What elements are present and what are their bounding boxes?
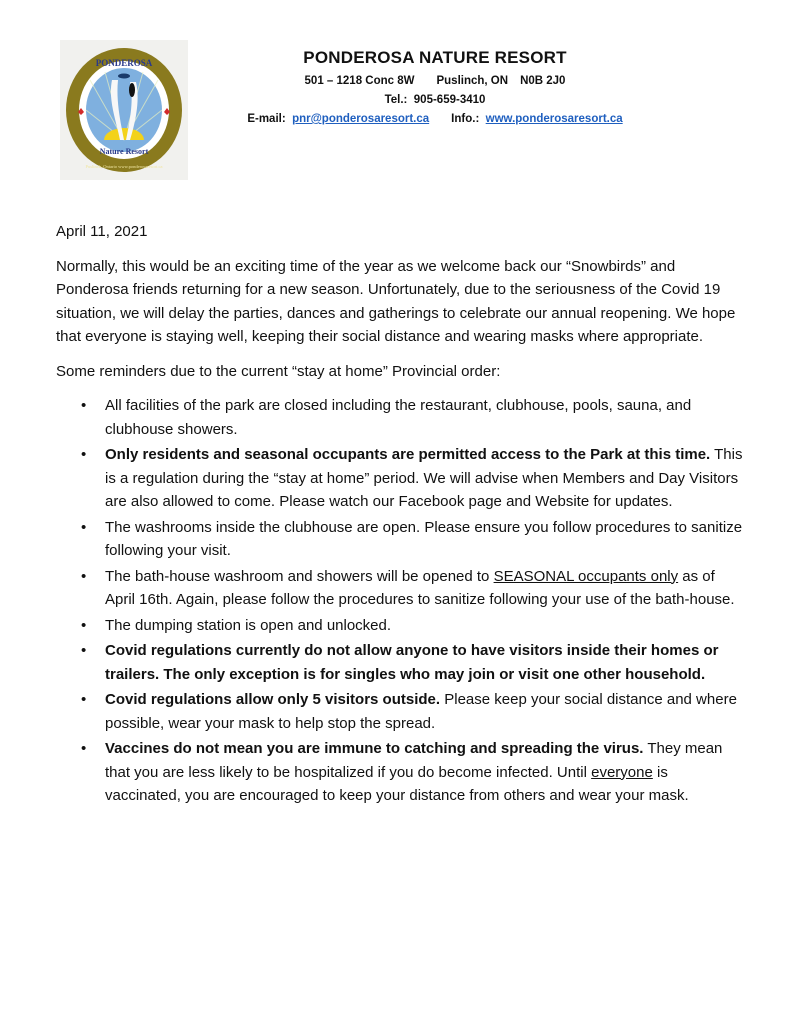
svg-text:PONDEROSA: PONDEROSA: [95, 58, 153, 68]
list-item: • The bath-house washroom and showers will be opened to SEASONAL occupants only as of April 16th. Again, please follow the procedures to sanitize following your use of the bath-house.: [105, 565, 746, 612]
info-label: Info.:: [451, 113, 480, 125]
email-link[interactable]: pnr@ponderosaresort.ca: [292, 113, 430, 125]
letterhead: [200, 48, 670, 129]
email-label: E-mail:: [247, 113, 286, 125]
list-item: • Vaccines do not mean you are immune to catching and spreading the virus. They mean that you are less likely to be hospitalized if you do become infected. Until everyone is vaccinated, you are encouraged to keep your distance from others and wear your mask.: [105, 737, 746, 808]
city: Puslinch, ON: [436, 75, 509, 87]
list-item: • Covid regulations currently do not allow anyone to have visitors inside their homes or trailers. The only exception is for singles who may join or visit one other household.: [105, 639, 746, 686]
website-link[interactable]: www.ponderosaresort.ca: [485, 113, 623, 125]
list-item: • The washrooms inside the clubhouse are open. Please ensure you follow procedures to sanitize following your visit.: [105, 516, 746, 563]
resort-logo: [60, 40, 188, 180]
svg-text:Nature Resort: Nature Resort: [99, 147, 149, 156]
street-address: 501 – 1218 Conc 8W: [304, 75, 415, 87]
intro-paragraph: Normally, this would be an exciting time of the year as we welcome back our “Snowbirds” and Ponderosa friends returning for a new season. Unfortunately, due to the seriousness of the Covid 19 situation, we will delay the parties, dances and gatherings to celebrate our annual reopening. We hope that everyone is staying well, keeping their social distance and wearing masks where appropriate.: [56, 257, 736, 345]
list-item: • Covid regulations allow only 5 visitors outside. Please keep your social distance and where possible, wear your mask to help stop the spread.: [105, 688, 746, 735]
svg-text:Puslinch, Ontario www.ponderos: Puslinch, Ontario www.ponderosaresort.ca: [85, 164, 163, 169]
contact-line: [200, 110, 670, 129]
tel-number: 905-659-3410: [413, 94, 486, 106]
list-item: • All facilities of the park are closed including the restaurant, clubhouse, pools, sauna, and clubhouse showers.: [105, 394, 746, 441]
postal-code: N0B 2J0: [520, 75, 566, 87]
reminders-list: [56, 394, 746, 808]
ponderosa-emblem-icon: [60, 40, 188, 180]
list-item: • The dumping station is open and unlocked.: [105, 614, 746, 638]
phone-line: [200, 91, 670, 110]
letter-body: [56, 220, 746, 810]
resort-name: PONDEROSA NATURE RESORT: [303, 48, 567, 67]
letter-date: April 11, 2021: [56, 223, 148, 240]
list-item: • Only residents and seasonal occupants are permitted access to the Park at this time. This is a regulation during the “stay at home” period. We will advise when Members and Day Visitors are also allowed to come. Please watch our Facebook page and Website for updates.: [105, 443, 746, 514]
reminders-intro: Some reminders due to the current “stay at home” Provincial order:: [56, 362, 501, 380]
address-line: [200, 72, 670, 91]
tel-label: Tel.:: [384, 94, 408, 106]
